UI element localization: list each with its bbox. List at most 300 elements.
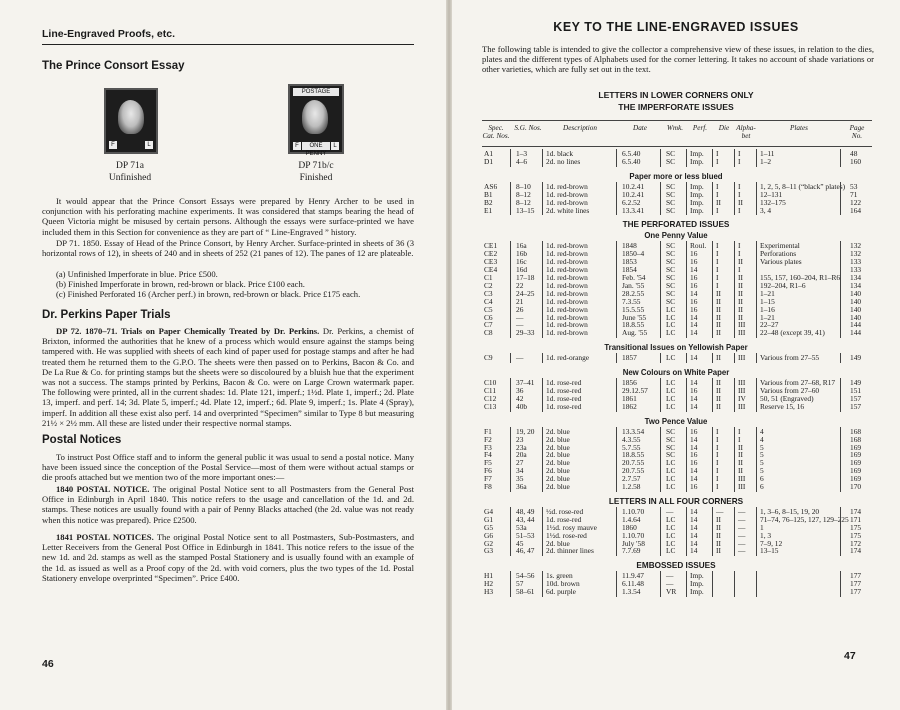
table-cell: G5 bbox=[484, 522, 494, 532]
column-rule bbox=[840, 507, 841, 556]
table-cell: Imp. bbox=[690, 149, 704, 158]
table-cell: I bbox=[716, 205, 719, 215]
table-cell: 13.3.41 bbox=[622, 205, 645, 215]
table-cell: 13–15 bbox=[516, 205, 535, 215]
table-cell: G3 bbox=[484, 546, 494, 556]
table-cell: 5 bbox=[760, 450, 764, 460]
caption-text: Unfinished bbox=[108, 173, 152, 183]
table-cell: LC bbox=[666, 304, 676, 314]
column-rule bbox=[542, 182, 543, 216]
table-cell: SC bbox=[666, 434, 676, 444]
table-cell: — bbox=[738, 506, 746, 516]
table-cell: 11.9.47 bbox=[622, 571, 644, 581]
table-cell: 16 bbox=[690, 458, 698, 468]
table-cell: SC bbox=[666, 273, 676, 282]
column-rule bbox=[542, 427, 543, 492]
table-cell: 16 bbox=[690, 273, 698, 282]
column-rule bbox=[660, 182, 661, 216]
table-cell: 6 bbox=[760, 482, 764, 491]
table-cell: 177 bbox=[850, 571, 862, 581]
column-header: Page No. bbox=[849, 124, 865, 140]
table-cell: SC bbox=[666, 156, 676, 166]
column-rule bbox=[686, 241, 687, 338]
table-cell: 1d. red-brown bbox=[546, 304, 588, 314]
table-cell: 34 bbox=[516, 466, 524, 476]
table-cell: 16 bbox=[690, 296, 698, 306]
table-cell: 51–53 bbox=[516, 530, 535, 540]
table-cell: 71 bbox=[850, 189, 858, 199]
table-cell: I bbox=[738, 205, 741, 215]
notice-1840-text: The original Postal Notice sent to all Postmasters from the General Post Office in Edinburgh in April 1840. This notice refers to the usage and cancellation of the 1d. and 2d. stamps. These notices are usually found with a pair of Penny Blacks attached (the 2d. value was not ready when this notice was prepared). Price £2500. bbox=[42, 484, 414, 525]
paragraph-dp71-a: (a) Unfinished Imperforate in blue. Price £500. bbox=[56, 269, 218, 279]
column-rule bbox=[734, 149, 735, 167]
table-cell: F5 bbox=[484, 458, 492, 468]
column-rule bbox=[712, 182, 713, 216]
table-cell: — bbox=[666, 579, 674, 589]
corner-letter-right: L bbox=[331, 142, 339, 150]
table-cell: I bbox=[716, 442, 719, 452]
table-cell: 7.7.69 bbox=[622, 546, 641, 556]
table-cell: D1 bbox=[484, 156, 494, 166]
table-cell: 10d. brown bbox=[546, 579, 580, 589]
table-cell: F7 bbox=[484, 474, 492, 484]
column-rule bbox=[542, 571, 543, 597]
table-cell: 170 bbox=[850, 482, 862, 491]
caption-number: DP 71b/c bbox=[298, 161, 334, 171]
table-cell: 21 bbox=[516, 296, 524, 306]
table-cell: 4–6 bbox=[516, 156, 528, 166]
table-cell: 15.5.55 bbox=[622, 304, 645, 314]
table-cell: Feb. '54 bbox=[622, 273, 646, 282]
table-cell: I bbox=[738, 181, 741, 191]
table-cell: I bbox=[716, 458, 719, 468]
table-cell: Imp. bbox=[690, 205, 704, 215]
table-cell: 1854 bbox=[622, 265, 637, 275]
column-header: Perf. bbox=[692, 124, 708, 132]
table-cell: SC bbox=[666, 189, 676, 199]
table-cell: 134 bbox=[850, 280, 862, 290]
table-cell: LC bbox=[666, 393, 676, 403]
table-cell: 1d. red-brown bbox=[546, 257, 588, 267]
table-cell: 18.8.55 bbox=[622, 320, 645, 330]
table-cell: — bbox=[738, 546, 746, 556]
table-cell: Various from 27–60 bbox=[760, 386, 820, 395]
table-cell: 2d. blue bbox=[546, 474, 570, 484]
table-cell: 48 bbox=[850, 149, 858, 158]
column-rule bbox=[734, 378, 735, 412]
table-cell: SC bbox=[666, 280, 676, 290]
table-cell: 1.10.70 bbox=[622, 506, 645, 516]
table-cell: 174 bbox=[850, 546, 862, 556]
table-cell: SC bbox=[666, 181, 676, 191]
table-cell: 1850–4 bbox=[622, 249, 645, 259]
table-cell: 1.4.64 bbox=[622, 514, 641, 524]
column-rule bbox=[686, 507, 687, 556]
table-cell: 1d. red-brown bbox=[546, 241, 588, 251]
left-page bbox=[0, 0, 446, 710]
table-cell: July '58 bbox=[622, 538, 645, 548]
column-rule bbox=[712, 427, 713, 492]
table-cell: 16 bbox=[690, 482, 698, 491]
table-cell: 14 bbox=[690, 538, 698, 548]
table-top-rule bbox=[482, 120, 872, 121]
table-cell: II bbox=[716, 328, 721, 338]
column-rule bbox=[542, 507, 543, 556]
stamp-top-band: POSTAGE bbox=[293, 88, 339, 96]
column-rule bbox=[712, 571, 713, 597]
table-cell: 140 bbox=[850, 288, 862, 298]
table-cell: Imp. bbox=[690, 189, 704, 199]
table-cell: II bbox=[738, 296, 743, 306]
table-cell: 14 bbox=[690, 546, 698, 556]
key-table-title: KEY TO THE LINE-ENGRAVED ISSUES bbox=[553, 20, 799, 34]
column-rule bbox=[510, 571, 511, 597]
table-cell: 14 bbox=[690, 530, 698, 540]
table-cell: 14 bbox=[690, 328, 698, 338]
table-cell: 5 bbox=[760, 466, 764, 476]
table-cell: ½d. rose-red bbox=[546, 506, 584, 516]
table-cell: II bbox=[738, 458, 743, 468]
table-cell: June '55 bbox=[622, 312, 647, 322]
table-cell: 1d. red-brown bbox=[546, 181, 588, 191]
table-cell: C11 bbox=[484, 386, 497, 395]
table-cell: 172 bbox=[850, 538, 862, 548]
table-cell: 45 bbox=[516, 538, 524, 548]
column-rule bbox=[510, 182, 511, 216]
paragraph-postal-intro: To instruct Post Office staff and to inform the general public it was usual to send a postal notice. Many have been issued since the conception of the Postal Service—most of them were without actual stamps or die proofs attached but we mention two of the more important ones:— bbox=[42, 452, 414, 483]
table-cell: III bbox=[738, 353, 746, 363]
table-cell: 169 bbox=[850, 466, 862, 476]
table-cell: 14 bbox=[690, 474, 698, 484]
table-cell: 20a bbox=[516, 450, 527, 460]
table-cell: 5 bbox=[760, 458, 764, 468]
column-rule bbox=[542, 149, 543, 167]
table-cell: 58–61 bbox=[516, 587, 535, 597]
table-cell: 50, 51 (Engraved) bbox=[760, 393, 814, 403]
table-cell: I bbox=[716, 265, 719, 275]
column-rule bbox=[660, 149, 661, 167]
table-cell: C2 bbox=[484, 280, 493, 290]
column-rule bbox=[686, 378, 687, 412]
table-cell: H3 bbox=[484, 587, 494, 597]
table-cell: 5 bbox=[760, 442, 764, 452]
table-cell: I bbox=[716, 249, 719, 259]
table-cell: 144 bbox=[850, 328, 862, 338]
table-cell: 1d. red-brown bbox=[546, 296, 588, 306]
table-cell: 169 bbox=[850, 458, 862, 468]
table-cell: 28.2.55 bbox=[622, 288, 645, 298]
table-cell: 6d. purple bbox=[546, 587, 576, 597]
table-cell: II bbox=[716, 393, 721, 403]
table-cell: 14 bbox=[690, 401, 698, 411]
column-rule bbox=[660, 353, 661, 363]
table-cell: 1½d. rosy mauve bbox=[546, 522, 597, 532]
table-cell: 1d. black bbox=[546, 149, 574, 158]
table-cell: 8–12 bbox=[516, 189, 531, 199]
table-cell: 27 bbox=[516, 458, 524, 468]
table-cell: LC bbox=[666, 378, 676, 388]
section-title-perkins: Dr. Perkins Paper Trials bbox=[42, 309, 171, 321]
table-cell: II bbox=[738, 442, 743, 452]
column-rule bbox=[712, 378, 713, 412]
table-cell: 54–56 bbox=[516, 571, 535, 581]
table-cell: SC bbox=[666, 197, 676, 207]
table-cell: 71–74, 76–125, 127, 129–225 bbox=[760, 514, 849, 524]
table-cell: C13 bbox=[484, 401, 497, 411]
table-cell: SC bbox=[666, 257, 676, 267]
table-cell: LC bbox=[666, 474, 676, 484]
table-cell: 1–21 bbox=[760, 312, 775, 322]
header-rule bbox=[42, 44, 414, 45]
portrait-icon bbox=[118, 100, 144, 134]
column-rule bbox=[616, 571, 617, 597]
perkins-text: Dr. Perkins, a chemist of Brixton, informed the authorities that he knew of a process which would ensure against the stamps being tampered with. He was supplied with sheets of each kind of paper used for postage stamps and after he had treated them he returned them to the G.P.O. The sheets were then passed on to Perkins, Bacon & Co. and De La Rue & Co. for printing stamps but the sheets were so discoloured by a bluish hue that the experiment was not a success. The stamps printed by Perkins, Bacon & Co. were on Large Crown watermark paper. The following were printed, all in the current shades: 1d. Plate 121, imperf.; 1½d. Plate 1, imperf.; 2d. Plate 13, imperf. and perf. 14; 3d. Plate 5, imperf.; 4d. Plate 12, imperf.; 6d. Plate 9, imperf.; 1s. Plate 4 (Spray), imperf. In addition all these exist also perf. 14 and overprinted “Specimen” similar to Type 8 but measuring 21½ × 2½ mm. All these are listed under their respective normal stamps. bbox=[42, 326, 415, 428]
table-cell: — bbox=[516, 312, 524, 322]
column-rule bbox=[734, 353, 735, 363]
table-cell: Roul. bbox=[690, 241, 707, 251]
table-cell: 168 bbox=[850, 434, 862, 444]
table-cell: CE4 bbox=[484, 265, 498, 275]
table-cell: 1862 bbox=[622, 401, 637, 411]
table-cell: II bbox=[738, 273, 743, 282]
table-cell: SC bbox=[666, 442, 676, 452]
table-cell: SC bbox=[666, 296, 676, 306]
table-cell: 175 bbox=[850, 530, 862, 540]
column-rule bbox=[616, 378, 617, 412]
paragraph-1840-notice bbox=[42, 484, 414, 525]
table-cell: II bbox=[716, 197, 721, 207]
table-cell: III bbox=[738, 482, 746, 491]
table-cell: B2 bbox=[484, 197, 493, 207]
table-cell: I bbox=[716, 434, 719, 444]
table-cell: — bbox=[666, 506, 674, 516]
table-cell: Imp. bbox=[690, 197, 704, 207]
table-cell: 1, 3–6, 8–15, 19, 20 bbox=[760, 506, 820, 516]
column-rule bbox=[734, 507, 735, 556]
table-cell: I bbox=[738, 434, 741, 444]
table-cell: LC bbox=[666, 328, 676, 338]
table-cell: II bbox=[738, 257, 743, 267]
column-header: Description bbox=[563, 124, 597, 132]
table-cell: I bbox=[716, 189, 719, 199]
table-cell: Experimental bbox=[760, 241, 800, 251]
table-cell: 53a bbox=[516, 522, 527, 532]
table-cell: 1 bbox=[760, 522, 764, 532]
table-cell: 1–15 bbox=[760, 296, 775, 306]
table-cell: VR bbox=[666, 587, 677, 597]
table-cell: II bbox=[716, 538, 721, 548]
table-cell: C8 bbox=[484, 328, 493, 338]
group-title: Paper more or less blued bbox=[629, 171, 723, 181]
portrait-icon bbox=[302, 100, 328, 134]
table-cell: 22 bbox=[516, 280, 524, 290]
table-cell: — bbox=[716, 506, 724, 516]
column-rule bbox=[616, 507, 617, 556]
key-table bbox=[452, 0, 900, 710]
table-cell: 149 bbox=[850, 378, 862, 388]
column-rule bbox=[510, 427, 511, 492]
table-cell: Various plates bbox=[760, 257, 802, 267]
table-cell: 14 bbox=[690, 353, 698, 363]
table-cell: 42 bbox=[516, 393, 524, 403]
table-cell: 177 bbox=[850, 579, 862, 589]
table-cell: 151 bbox=[850, 386, 862, 395]
group-title: New Colours on White Paper bbox=[622, 368, 730, 378]
table-cell: 10.2.41 bbox=[622, 189, 645, 199]
table-cell: Perforations bbox=[760, 249, 797, 259]
table-cell: 16 bbox=[690, 280, 698, 290]
table-cell: 4 bbox=[760, 434, 764, 444]
table-cell: II bbox=[738, 450, 743, 460]
table-cell: III bbox=[738, 378, 746, 388]
table-cell: Imp. bbox=[690, 571, 704, 581]
right-page bbox=[452, 0, 900, 710]
table-cell: 2d. blue bbox=[546, 426, 570, 436]
table-cell: 16 bbox=[690, 386, 698, 395]
table-cell: 1853 bbox=[622, 257, 637, 267]
column-header: Alpha-bet bbox=[736, 124, 756, 140]
table-cell: 1–16 bbox=[760, 304, 775, 314]
corner-letter-left: F bbox=[293, 142, 301, 150]
column-rule bbox=[840, 378, 841, 412]
table-cell: Reserve 15, 16 bbox=[760, 401, 805, 411]
table-cell: 140 bbox=[850, 312, 862, 322]
table-cell: 1.10.70 bbox=[622, 530, 645, 540]
table-cell: LC bbox=[666, 514, 676, 524]
table-cell: 155, 157, 160–204, R1–R6 bbox=[760, 273, 841, 282]
table-cell: 53 bbox=[850, 181, 858, 191]
table-cell: 16c bbox=[516, 257, 527, 267]
paragraph-dp71-c: (c) Finished Perforated 16 (Archer perf.) in brown, red-brown or black. Price £175 each. bbox=[56, 289, 361, 299]
table-cell: H2 bbox=[484, 579, 494, 589]
paragraph-dp71-b: (b) Finished Imperforate in brown, red-brown or black. Price £100 each. bbox=[56, 279, 305, 289]
table-cell: III bbox=[738, 386, 746, 395]
group-title: EMBOSSED ISSUES bbox=[636, 561, 716, 571]
column-rule bbox=[756, 378, 757, 412]
column-rule bbox=[510, 507, 511, 556]
table-cell: II bbox=[716, 288, 721, 298]
table-cell: I bbox=[716, 450, 719, 460]
table-cell: 14 bbox=[690, 393, 698, 403]
table-cell: 122 bbox=[850, 197, 862, 207]
table-cell: I bbox=[716, 273, 719, 282]
table-cell: II bbox=[716, 378, 721, 388]
table-cell: — bbox=[738, 522, 746, 532]
table-cell: 40b bbox=[516, 401, 528, 411]
column-rule bbox=[660, 241, 661, 338]
table-cell: 1d. rose-red bbox=[546, 393, 582, 403]
table-cell: C9 bbox=[484, 353, 493, 363]
column-rule bbox=[712, 507, 713, 556]
column-rule bbox=[616, 241, 617, 338]
section-title-postal-notices: Postal Notices bbox=[42, 434, 122, 446]
table-cell: 144 bbox=[850, 320, 862, 330]
table-cell: 36 bbox=[516, 386, 524, 395]
table-cell: 1d. red-brown bbox=[546, 288, 588, 298]
column-rule bbox=[686, 149, 687, 167]
table-cell: III bbox=[738, 401, 746, 411]
table-cell: 26 bbox=[516, 304, 524, 314]
table-cell: 132 bbox=[850, 249, 862, 259]
stamp-image-unfinished bbox=[104, 88, 158, 154]
table-cell: I bbox=[738, 149, 741, 158]
table-cell: 8–12 bbox=[516, 197, 531, 207]
table-cell: 1d. red-brown bbox=[546, 249, 588, 259]
table-cell: 1861 bbox=[622, 393, 637, 403]
column-rule bbox=[756, 241, 757, 338]
column-rule bbox=[686, 182, 687, 216]
table-cell: 1s. green bbox=[546, 571, 573, 581]
table-cell: 13–15 bbox=[760, 546, 779, 556]
column-rule bbox=[840, 182, 841, 216]
table-cell: 14 bbox=[690, 312, 698, 322]
table-cell: — bbox=[738, 514, 746, 524]
column-rule bbox=[756, 427, 757, 492]
column-rule bbox=[542, 241, 543, 338]
table-cell: I bbox=[738, 156, 741, 166]
table-cell: I bbox=[716, 257, 719, 267]
table-cell: 1856 bbox=[622, 378, 637, 388]
table-cell: LC bbox=[666, 386, 676, 395]
table-cell: F2 bbox=[484, 434, 492, 444]
table-cell: Various from 27–55 bbox=[760, 353, 820, 363]
table-cell: — bbox=[738, 530, 746, 540]
table-cell: LC bbox=[666, 466, 676, 476]
table-cell: 1.3.54 bbox=[622, 587, 641, 597]
table-cell: 6.2.52 bbox=[622, 197, 641, 207]
table-cell: II bbox=[716, 320, 721, 330]
column-rule bbox=[840, 571, 841, 597]
table-cell: LC bbox=[666, 312, 676, 322]
table-cell: Imp. bbox=[690, 156, 704, 166]
page-number-left: 46 bbox=[42, 658, 54, 670]
table-cell: 134 bbox=[850, 273, 862, 282]
table-cell: 1d. red-brown bbox=[546, 189, 588, 199]
table-cell: II bbox=[716, 312, 721, 322]
table-cell: CE2 bbox=[484, 249, 498, 259]
table-cell: SC bbox=[666, 149, 676, 158]
table-cell: 22–48 (except 39, 41) bbox=[760, 328, 825, 338]
table-cell: LC bbox=[666, 522, 676, 532]
table-cell: 132–175 bbox=[760, 197, 786, 207]
table-cell: 2d. blue bbox=[546, 482, 570, 491]
table-cell: Imp. bbox=[690, 587, 704, 597]
caption-number: DP 71a bbox=[116, 161, 144, 171]
table-cell: C7 bbox=[484, 320, 493, 330]
table-cell: LC bbox=[666, 482, 676, 491]
table-cell: 20.7.55 bbox=[622, 466, 645, 476]
table-cell: II bbox=[716, 386, 721, 395]
table-cell: 1d. rose-red bbox=[546, 386, 582, 395]
table-cell: 14 bbox=[690, 378, 698, 388]
column-rule bbox=[660, 571, 661, 597]
table-cell: 5.7.55 bbox=[622, 442, 641, 452]
table-cell: 1d. rose-red bbox=[546, 401, 582, 411]
table-cell: 174 bbox=[850, 506, 862, 516]
table-cell: 1–11 bbox=[760, 149, 775, 158]
group-title: Transitional Issues on Yellowish Paper bbox=[604, 343, 748, 353]
column-rule bbox=[756, 182, 757, 216]
table-cell: 16 bbox=[690, 257, 698, 267]
table-cell: 35 bbox=[516, 474, 524, 484]
table-cell: 169 bbox=[850, 442, 862, 452]
column-header: Wmk. bbox=[666, 124, 684, 132]
corner-letter-left: F bbox=[109, 141, 117, 149]
table-cell: 48, 49 bbox=[516, 506, 535, 516]
column-header: S.G. Nos. bbox=[514, 124, 542, 132]
key-table-intro: The following table is intended to give the collector a comprehensive view of these issues, in relation to the dies, plates and the different types of Alphabets used for the corner lettering. It takes no account of shade variations or other varieties, which are fully set out in the text. bbox=[482, 44, 874, 74]
table-cell: 1–21 bbox=[760, 288, 775, 298]
